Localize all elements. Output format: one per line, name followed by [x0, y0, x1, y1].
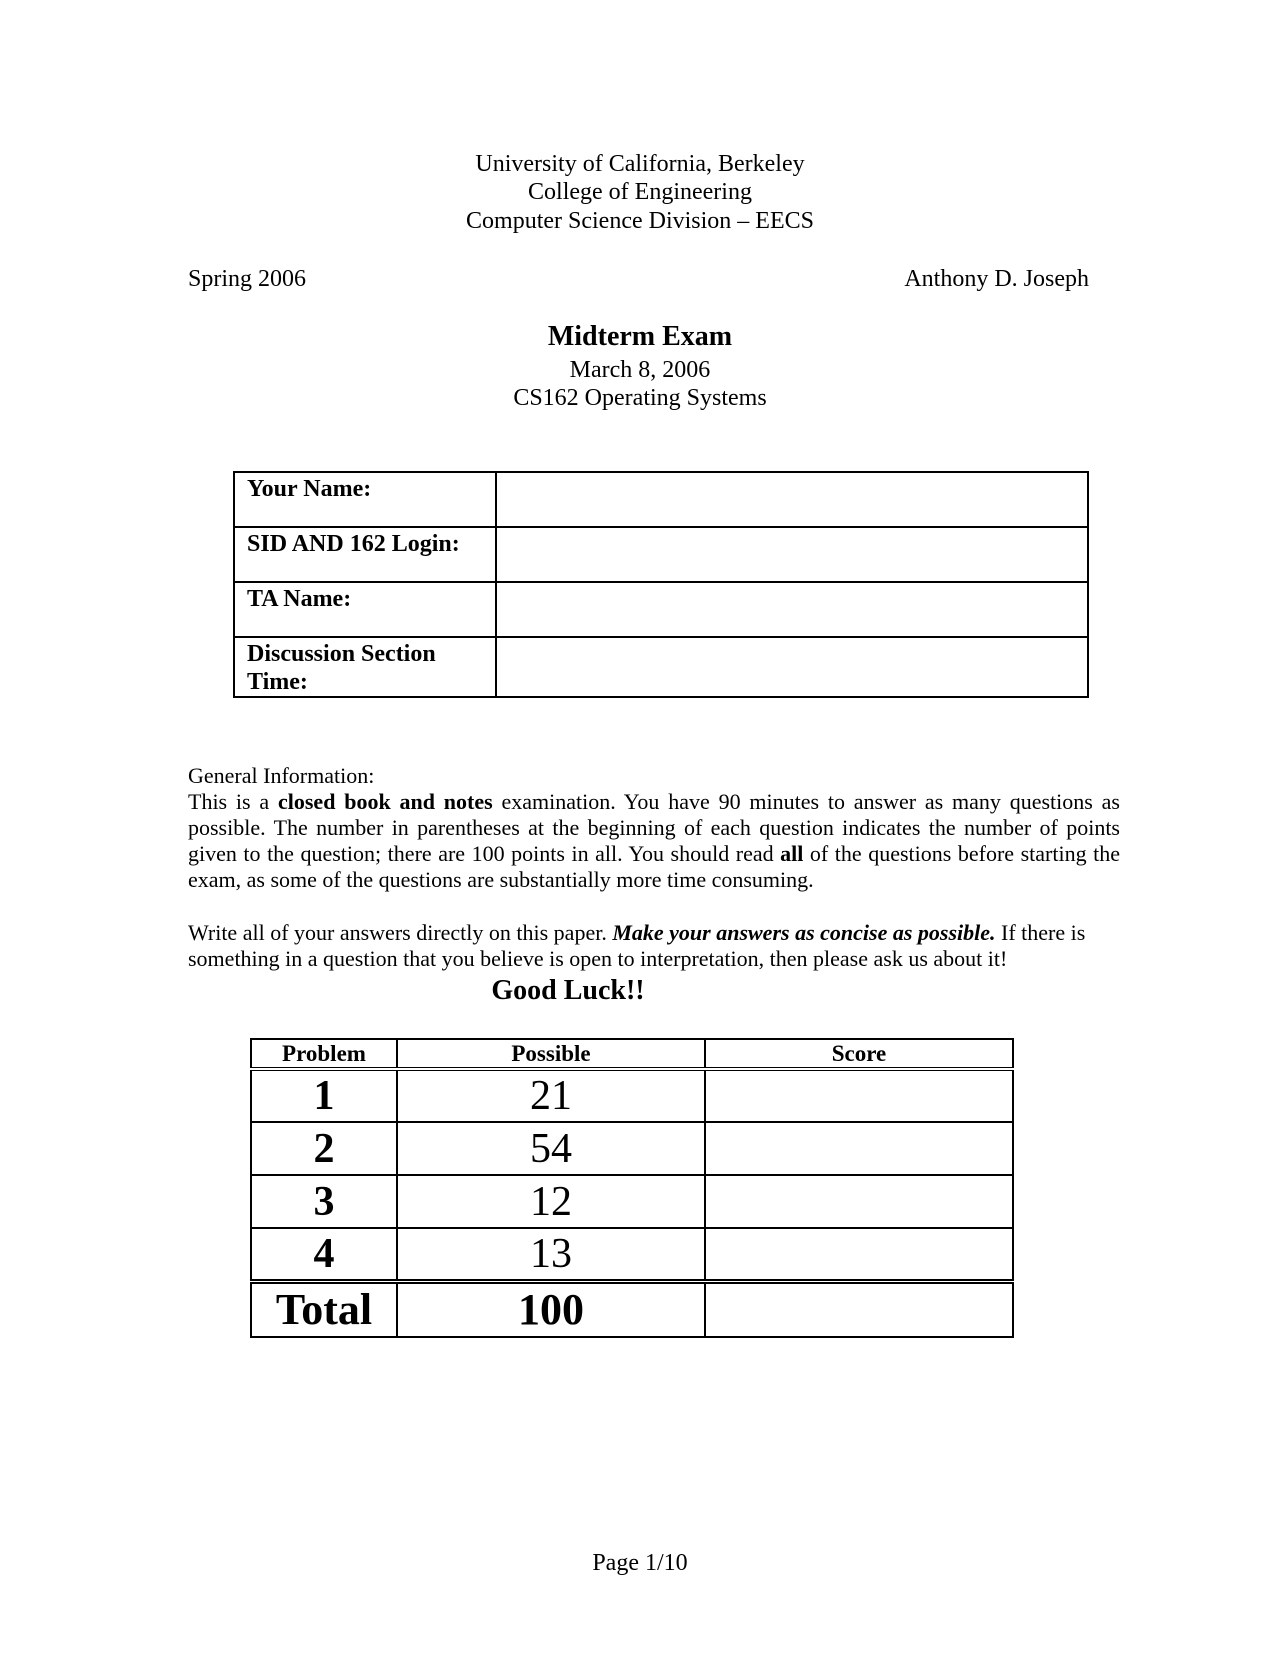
score-header-row [251, 1039, 1013, 1069]
university-name: University of California, Berkeley [475, 151, 805, 177]
problem-number: 4 [251, 1228, 397, 1281]
score-table [250, 1038, 1014, 1338]
problem-number: 3 [251, 1175, 397, 1228]
info-row-sid [234, 527, 1088, 582]
name-field[interactable] [496, 472, 1088, 527]
total-possible: 100 [397, 1281, 705, 1337]
info-row-name [234, 472, 1088, 527]
text: This is a [188, 789, 278, 814]
text-bold: all [780, 841, 804, 866]
student-info-table [233, 471, 1089, 698]
text: Write all of your answers directly on this paper. [188, 920, 613, 945]
good-luck: Good Luck!! [491, 975, 645, 1006]
course-name: CS162 Operating Systems [513, 385, 767, 411]
table-row [251, 1175, 1013, 1228]
section-time-field[interactable] [496, 637, 1088, 697]
text-bold-italic: Make your answers as concise as possible. [612, 920, 996, 945]
total-row [251, 1281, 1013, 1337]
problem-number: 2 [251, 1122, 397, 1175]
total-label: Total [251, 1281, 397, 1337]
info-label: SID AND 162 Login: [234, 527, 496, 582]
info-label: Discussion Section Time: [234, 637, 496, 697]
header-possible: Possible [397, 1039, 705, 1069]
possible-points: 13 [397, 1228, 705, 1281]
table-row [251, 1069, 1013, 1122]
sid-login-field[interactable] [496, 527, 1088, 582]
score-cell[interactable] [705, 1175, 1013, 1228]
header-problem: Problem [251, 1039, 397, 1069]
header-score: Score [705, 1039, 1013, 1069]
instructor: Anthony D. Joseph [904, 266, 1089, 292]
info-label: Your Name: [234, 472, 496, 527]
general-info-paragraph [188, 789, 1120, 893]
ta-name-field[interactable] [496, 582, 1088, 637]
score-cell[interactable] [705, 1069, 1013, 1122]
possible-points: 54 [397, 1122, 705, 1175]
info-row-section [234, 637, 1088, 697]
info-row-ta [234, 582, 1088, 637]
text: examination. You have 90 minutes to answer as many questions as possible. The number in parentheses at the beginning of each question indicates the number of points given to the question; there are 100 points in all. You should read [188, 789, 1120, 866]
total-score-cell[interactable] [705, 1281, 1013, 1337]
score-cell[interactable] [705, 1228, 1013, 1281]
exam-title: Midterm Exam [547, 321, 733, 352]
text-bold: closed book and notes [277, 789, 493, 814]
page-number: Page 1/10 [592, 1550, 688, 1576]
problem-number: 1 [251, 1069, 397, 1122]
college-name: College of Engineering [528, 179, 752, 205]
possible-points: 21 [397, 1069, 705, 1122]
division-name: Computer Science Division – EECS [466, 208, 814, 234]
general-info-heading: General Information: [188, 763, 375, 788]
exam-date: March 8, 2006 [569, 357, 711, 383]
text: of the questions before starting the exam, as some of the questions are substantially more time consuming. [188, 841, 1120, 892]
score-cell[interactable] [705, 1122, 1013, 1175]
instructions-paragraph [188, 920, 1132, 972]
info-label: TA Name: [234, 582, 496, 637]
possible-points: 12 [397, 1175, 705, 1228]
text: If there is something in a question that you believe is open to interpretation, then please ask us about it! [188, 920, 1086, 971]
table-row [251, 1122, 1013, 1175]
table-row [251, 1228, 1013, 1281]
term: Spring 2006 [188, 266, 307, 292]
